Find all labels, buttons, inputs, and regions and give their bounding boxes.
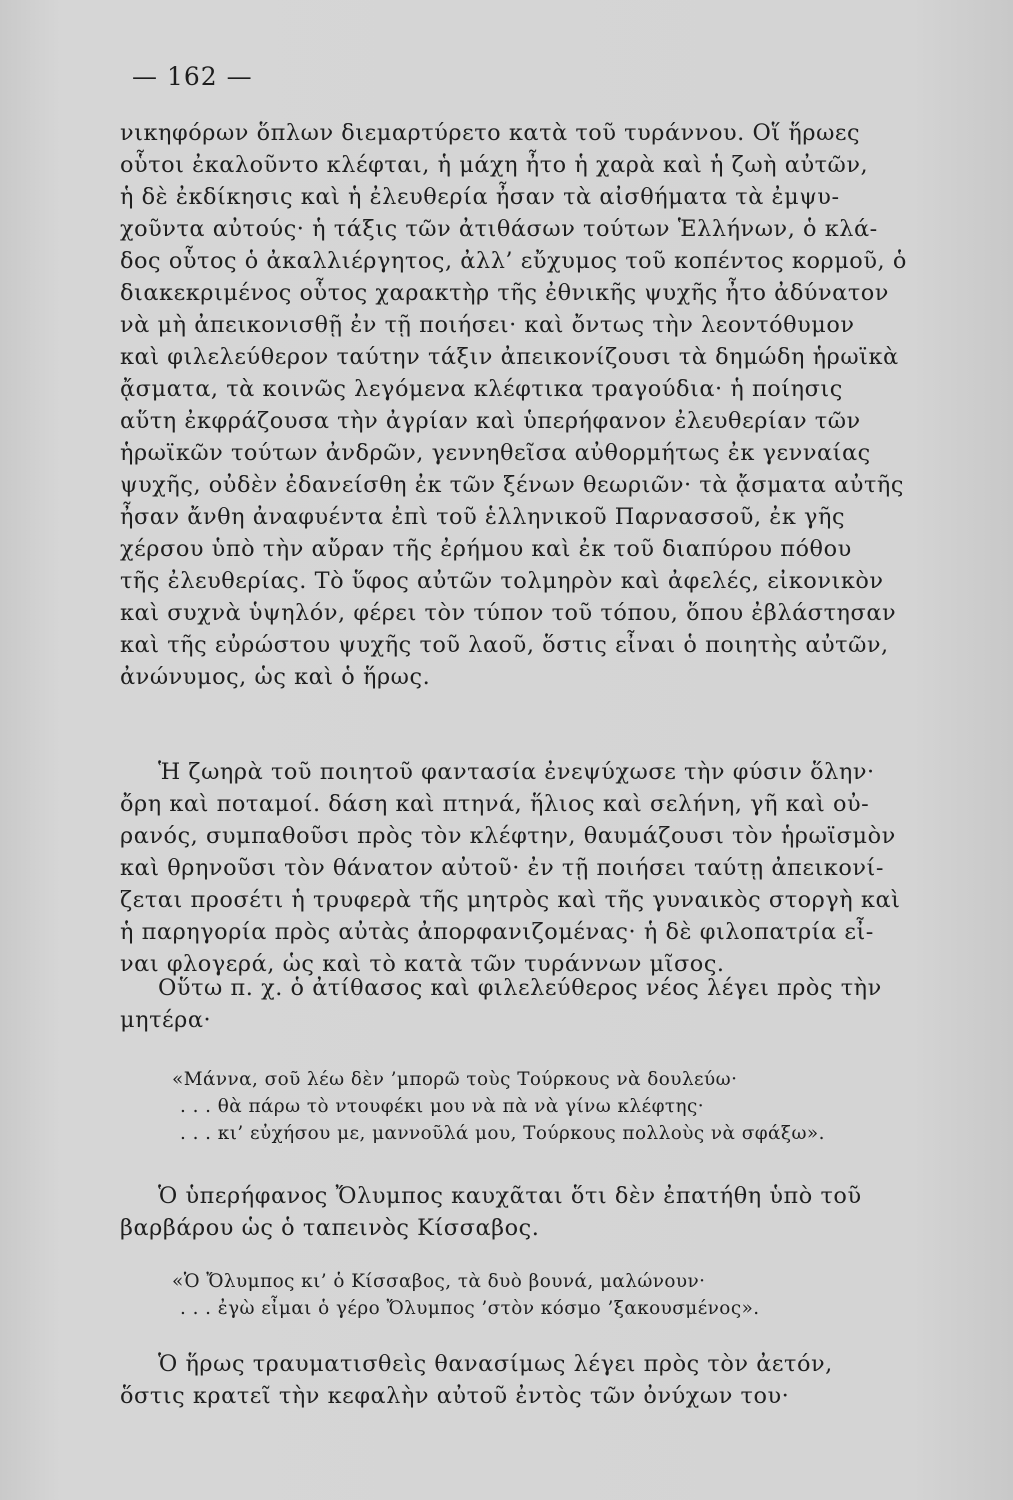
paragraph-example-mother: [120, 972, 965, 1036]
text-line: Οὕτω π. χ. ὁ ἀτίθασος καὶ φιλελεύθερος νέος λέγει πρὸς τὴν: [158, 975, 882, 1001]
text-line: ἀνώνυμος, ὡς καὶ ὁ ἥρως.: [120, 664, 431, 690]
paragraph-olympus: [120, 1180, 965, 1244]
text-line: ὅστις κρατεῖ τὴν κεφαλὴν αὐτοῦ ἐντὸς τῶν ὀνύχων του·: [120, 1383, 790, 1409]
text-line: μητέρα·: [120, 1007, 212, 1033]
text-line: τῆς ἐλευθερίας. Τὸ ὕφος αὐτῶν τολμηρὸν καὶ ἀφελές, εἰκονικὸν: [120, 568, 884, 594]
text-line: χέρσου ὑπὸ τὴν αὔραν τῆς ἐρήμου καὶ ἐκ τοῦ διαπύρου πόθου: [120, 536, 852, 562]
paragraph-klephts-intro: [120, 117, 965, 693]
verse-quote-mother: [172, 1066, 952, 1147]
text-line: καὶ συχνὰ ὑψηλόν, φέρει τὸν τύπον τοῦ τόπου, ὅπου ἐβλάστησαν: [120, 600, 897, 626]
verse-line: «Μάννα, σοῦ λέω δὲν ’μπορῶ τοὺς Τούρκους νὰ δουλεύω·: [172, 1069, 738, 1090]
verse-line: . . . ἐγὼ εἶμαι ὁ γέρο Ὄλυμπος ’στὸν κόσμο ’ξακουσμένος».: [180, 1298, 760, 1319]
text-line: ζεται προσέτι ἡ τρυφερὰ τῆς μητρὸς καὶ τῆς γυναικὸς στοργὴ καὶ: [120, 887, 901, 913]
text-line: οὗτοι ἐκαλοῦντο κλέφται, ἡ μάχη ἦτο ἡ χαρὰ καὶ ἡ ζωὴ αὐτῶν,: [120, 152, 869, 178]
text-line: ἦσαν ἄνθη ἀναφυέντα ἐπὶ τοῦ ἑλληνικοῦ Παρνασσοῦ, ἐκ γῆς: [120, 504, 846, 530]
text-line: καὶ φιλελεύθερον ταύτην τάξιν ἀπεικονίζουσι τὰ δημώδη ἡρωϊκὰ: [120, 344, 899, 370]
text-line: ἡ δὲ ἐκδίκησις καὶ ἡ ἐλευθερία ἦσαν τὰ αἰσθήματα τὰ ἐμψυ-: [120, 184, 840, 210]
text-line: ἡ παρηγορία πρὸς αὐτὰς ἀπορφανιζομένας· ἡ δὲ φιλοπατρία εἶ-: [120, 919, 874, 945]
text-line: ναι φλογερά, ὡς καὶ τὸ κατὰ τῶν τυράννων μῖσος.: [120, 951, 725, 977]
text-line: ψυχῆς, οὐδὲν ἐδανείσθη ἐκ τῶν ξένων θεωριῶν· τὰ ᾄσματα αὐτῆς: [120, 472, 904, 498]
verse-quote-olympus: [172, 1268, 952, 1322]
text-line: νικηφόρων ὅπλων διεμαρτύρετο κατὰ τοῦ τυράννου. Οἵ ἥρωες: [120, 120, 861, 146]
verse-line: . . . θὰ πάρω τὸ ντουφέκι μου νὰ πὰ νὰ γίνω κλέφτης·: [180, 1096, 705, 1117]
text-line: Ὁ ὑπερήφανος Ὄλυμπος καυχᾶται ὅτι δὲν ἐπατήθη ὑπὸ τοῦ: [158, 1183, 862, 1209]
text-line: βαρβάρου ὡς ὁ ταπεινὸς Κίσσαβος.: [120, 1215, 540, 1241]
paragraph-poetic-imagination: [120, 756, 965, 980]
text-line: νὰ μὴ ἀπεικονισθῇ ἐν τῇ ποιήσει· καὶ ὄντως τὴν λεοντόθυμον: [120, 312, 855, 338]
text-line: χοῦντα αὐτούς· ἡ τάξις τῶν ἀτιθάσων τούτων Ἑλλήνων, ὁ κλά-: [120, 216, 878, 242]
text-line: ἡρωϊκῶν τούτων ἀνδρῶν, γεννηθεῖσα αὐθορμήτως ἐκ γενναίας: [120, 440, 871, 466]
text-line: καὶ θρηνοῦσι τὸν θάνατον αὐτοῦ· ἐν τῇ ποιήσει ταύτῃ ἀπεικονί-: [120, 855, 884, 881]
text-line: αὕτη ἐκφράζουσα τὴν ἀγρίαν καὶ ὑπερήφανον ἐλευθερίαν τῶν: [120, 408, 861, 434]
text-line: ρανός, συμπαθοῦσι πρὸς τὸν κλέφτην, θαυμάζουσι τὸν ἡρωϊσμὸν: [120, 823, 896, 849]
page-number: — 162 —: [132, 62, 253, 91]
text-line: Ὁ ἥρως τραυματισθεὶς θανασίμως λέγει πρὸς τὸν ἀετόν,: [158, 1351, 833, 1377]
text-line: ὄρη καὶ ποταμοί. δάση καὶ πτηνά, ἥλιος καὶ σελήνη, γῆ καὶ οὐ-: [120, 791, 870, 817]
text-line: ᾄσματα, τὰ κοινῶς λεγόμενα κλέφτικα τραγούδια· ἡ ποίησις: [120, 376, 843, 402]
verse-line: . . . κι’ εὐχήσου με, μαννοῦλά μου, Τούρκους πολλοὺς νὰ σφάξω».: [180, 1123, 825, 1144]
text-line: καὶ τῆς εὐρώστου ψυχῆς τοῦ λαοῦ, ὅστις εἶναι ὁ ποιητὴς αὐτῶν,: [120, 632, 889, 658]
text-line: διακεκριμένος οὗτος χαρακτὴρ τῆς ἐθνικῆς ψυχῆς ἦτο ἀδύνατον: [120, 280, 889, 306]
text-line: Ἡ ζωηρὰ τοῦ ποιητοῦ φαντασία ἐνεψύχωσε τὴν φύσιν ὅλην·: [158, 759, 875, 785]
text-line: δος οὗτος ὁ ἀκαλλιέργητος, ἀλλ’ εὔχυμος τοῦ κοπέντος κορμοῦ, ὁ: [120, 248, 907, 274]
paragraph-wounded-hero: [120, 1348, 965, 1412]
verse-line: «Ὁ Ὄλυμπος κι’ ὁ Κίσσαβος, τὰ δυὸ βουνά, μαλώνουν·: [172, 1271, 706, 1292]
